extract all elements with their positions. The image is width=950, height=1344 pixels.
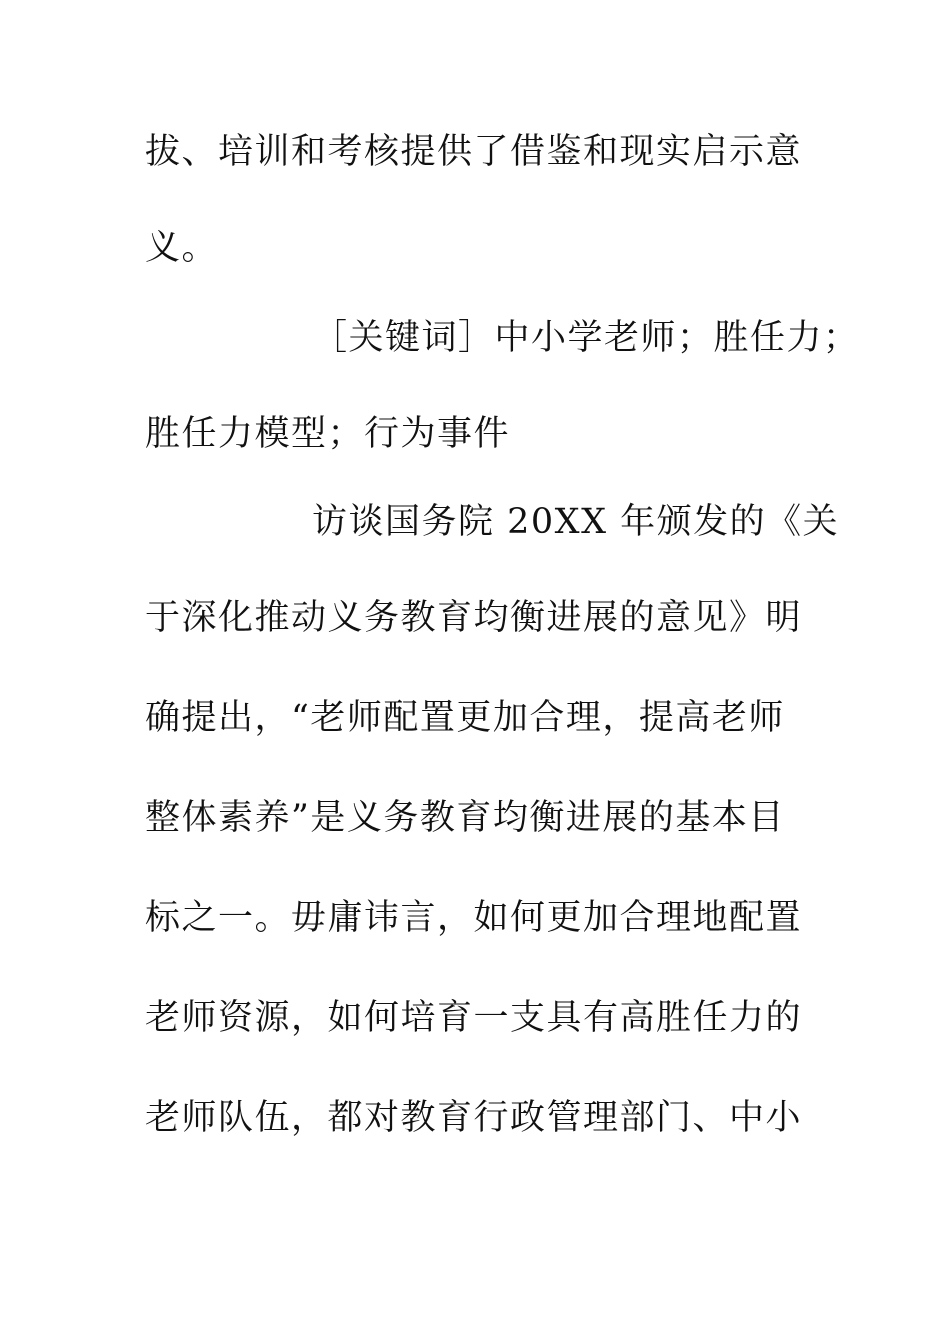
keywords-continuation-line: 胜任力模型；行为事件 (145, 414, 511, 454)
text-line-2: 义。 (145, 228, 219, 268)
text-line-8: 整体素养”是义务教育均衡进展的基本目 (145, 798, 785, 838)
text-line-1: 拔、培训和考核提供了借鉴和现实启示意 (145, 132, 803, 172)
text-line-9: 标之一。毋庸讳言，如何更加合理地配置 (145, 898, 803, 938)
text-line-6: 于深化推动义务教育均衡进展的意见》明 (145, 598, 803, 638)
keywords-line: ［关键词］中小学老师；胜任力； (312, 318, 860, 358)
text-line-7: 确提出，“老师配置更加合理，提高老师 (145, 698, 785, 738)
text-line-10: 老师资源，如何培育一支具有高胜任力的 (145, 998, 803, 1038)
text-line-11: 老师队伍，都对教育行政管理部门、中小 (145, 1098, 803, 1138)
paragraph-start-line: 访谈国务院 20XX 年颁发的《关 (312, 502, 840, 542)
